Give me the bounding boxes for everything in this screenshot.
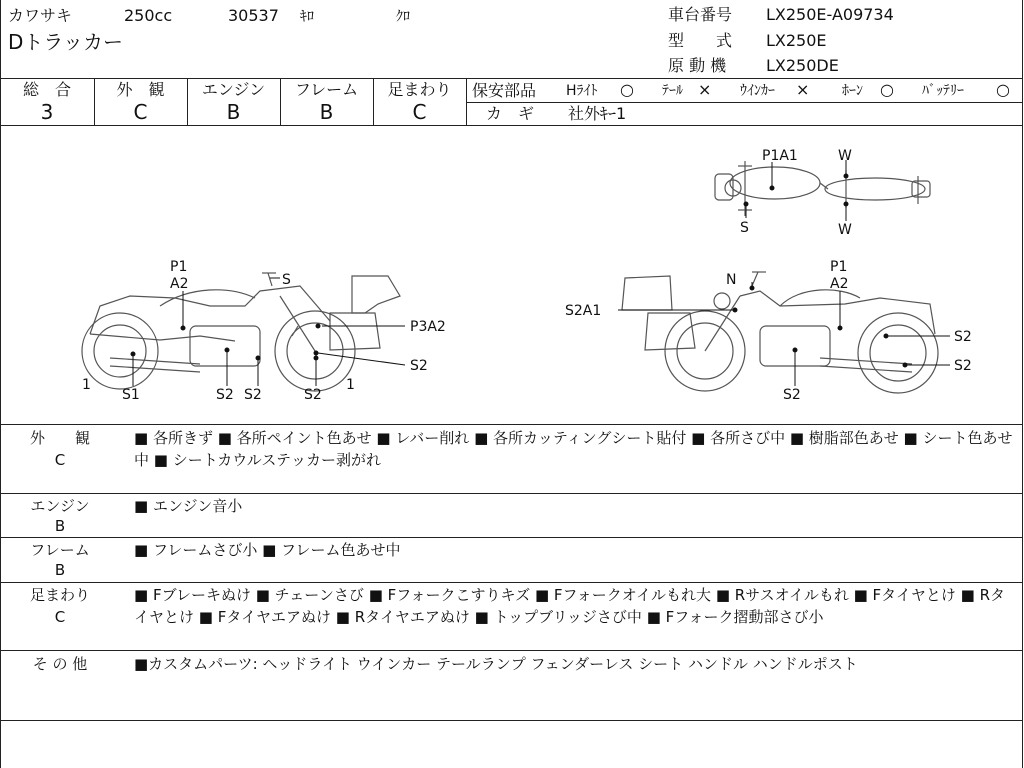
details-text-engine: ■ エンジン音小 bbox=[134, 497, 243, 515]
displacement: 250cc bbox=[124, 6, 173, 25]
type-value: LX250E bbox=[766, 31, 827, 50]
details-label-other: そ の 他 bbox=[32, 655, 88, 673]
maker: カワサキ bbox=[8, 6, 73, 25]
label-right-p1: P1 bbox=[830, 259, 848, 275]
details-text-frame: ■ フレームさび小 ■ フレーム色あせ中 bbox=[134, 541, 401, 559]
safety-mark-tail: × bbox=[698, 80, 712, 99]
details-divider bbox=[0, 720, 1023, 721]
diagram-bottom-border bbox=[0, 424, 1023, 425]
details-text-suspension: ■ Fブレーキぬけ ■ チェーンさび ■ Fフォークこすりキズ ■ Fフォークオイルもれ大 ■ Rサスオイルもれ ■ Fタイヤとけ ■ Rタイヤとけ ■ Fタイヤエアぬけ ■ Rタイヤエアぬけ ■ トップブリッジさび中 ■ Fフォーク摺動部さび小 bbox=[134, 586, 1006, 626]
label-left-s2b: S2 bbox=[244, 387, 262, 403]
safety-item-tail: ﾃｰﾙ bbox=[662, 83, 683, 99]
top-view-bike bbox=[715, 161, 930, 216]
color: ｸﾛ bbox=[396, 9, 410, 25]
label-right-s2-mid: S2 bbox=[954, 358, 972, 374]
safety-item-winker: ｳｲﾝｶｰ bbox=[740, 83, 775, 99]
details-grade-engine: B bbox=[54, 517, 66, 535]
frame-no-label: 車台番号 bbox=[668, 5, 733, 24]
label-left-s1: S1 bbox=[122, 387, 140, 403]
label-left-s: S bbox=[282, 272, 291, 288]
label-left-1b: 1 bbox=[346, 377, 355, 393]
grade-table-top bbox=[0, 78, 1023, 79]
label-top-s: S bbox=[740, 220, 749, 236]
motorcycle-diagram bbox=[0, 126, 1022, 424]
details-divider bbox=[0, 537, 1023, 538]
details-divider bbox=[0, 650, 1023, 651]
details-label-engine: エンジン bbox=[30, 497, 90, 515]
label-left-p3a2: P3A2 bbox=[410, 319, 446, 335]
safety-mark-battery: ○ bbox=[996, 80, 1010, 99]
details-text-other: ■カスタムパーツ: ヘッドライト ウインカー テールランプ フェンダーレス シート ハンドル ハンドルポスト bbox=[134, 655, 858, 673]
safety-divider bbox=[466, 102, 1023, 103]
details-grade-frame: B bbox=[54, 561, 66, 579]
grade-value-overall: 3 bbox=[40, 100, 54, 124]
label-right-s2a1: S2A1 bbox=[565, 303, 602, 319]
label-left-s2a: S2 bbox=[216, 387, 234, 403]
details-label-suspension: 足まわり bbox=[29, 586, 90, 604]
grade-header-engine: エンジン bbox=[201, 80, 266, 99]
left-side-bike bbox=[82, 273, 400, 391]
details-label-frame: フレーム bbox=[30, 541, 90, 559]
grade-value-suspension: C bbox=[412, 100, 427, 124]
frame-no: LX250E-A09734 bbox=[766, 5, 894, 24]
safety-label: 保安部品 bbox=[472, 81, 537, 100]
grade-header-suspension: 足まわり bbox=[387, 80, 452, 99]
label-left-a2: A2 bbox=[170, 276, 189, 292]
right-border bbox=[1022, 0, 1023, 768]
details-label-exterior: 外 観 bbox=[29, 429, 90, 447]
details-divider bbox=[0, 493, 1023, 494]
model-name: Dトラッカー bbox=[8, 30, 124, 54]
label-left-s2c: S2 bbox=[304, 387, 322, 403]
details-grade-exterior: C bbox=[54, 451, 66, 469]
label-right-s2-bottom: S2 bbox=[783, 387, 801, 403]
label-top-w2: W bbox=[838, 222, 852, 238]
label-left-s2-right: S2 bbox=[410, 358, 428, 374]
label-left-1a: 1 bbox=[82, 377, 91, 393]
grade-value-exterior: C bbox=[133, 100, 148, 124]
grade-value-engine: B bbox=[226, 100, 241, 124]
details-divider bbox=[0, 582, 1023, 583]
safety-mark-winker: × bbox=[796, 80, 810, 99]
grade-header-overall: 総 合 bbox=[22, 80, 71, 99]
label-right-n: N bbox=[726, 272, 737, 288]
label-left-p1: P1 bbox=[170, 259, 188, 275]
safety-item-battery: ﾊﾞｯﾃﾘｰ bbox=[922, 83, 964, 99]
grade-header-frame: フレーム bbox=[294, 80, 359, 99]
engine-label: 原 動 機 bbox=[668, 56, 727, 75]
grade-value-frame: B bbox=[319, 100, 334, 124]
safety-mark-headlight: ○ bbox=[620, 80, 634, 99]
details-text-exterior: ■ 各所きず ■ 各所ペイント色あせ ■ レバー削れ ■ 各所カッティングシート貼付 ■ 各所さび中 ■ 樹脂部色あせ ■ シート色あせ中 ■ シートカウルステッカー剥がれ bbox=[134, 429, 1013, 469]
safety-item-headlight: Hﾗｲﾄ bbox=[566, 83, 598, 99]
safety-item-horn: ﾎｰﾝ bbox=[842, 83, 863, 99]
label-top-p1a1: P1A1 bbox=[762, 148, 798, 164]
grade-header-exterior: 外 観 bbox=[116, 80, 165, 99]
engine-value: LX250DE bbox=[766, 56, 839, 75]
mileage: 30537 bbox=[228, 6, 279, 25]
label-right-a2: A2 bbox=[830, 276, 849, 292]
right-side-bike bbox=[622, 272, 938, 393]
label-top-w1: W bbox=[838, 148, 852, 164]
safety-mark-horn: ○ bbox=[880, 80, 894, 99]
mileage-unit: ｷﾛ bbox=[300, 9, 314, 25]
type-label: 型 式 bbox=[668, 31, 733, 50]
key-label: カ ギ bbox=[486, 104, 535, 123]
key-value: 社外ｷｰ1 bbox=[568, 104, 627, 123]
details-grade-suspension: C bbox=[54, 608, 66, 626]
label-right-s2-top: S2 bbox=[954, 329, 972, 345]
